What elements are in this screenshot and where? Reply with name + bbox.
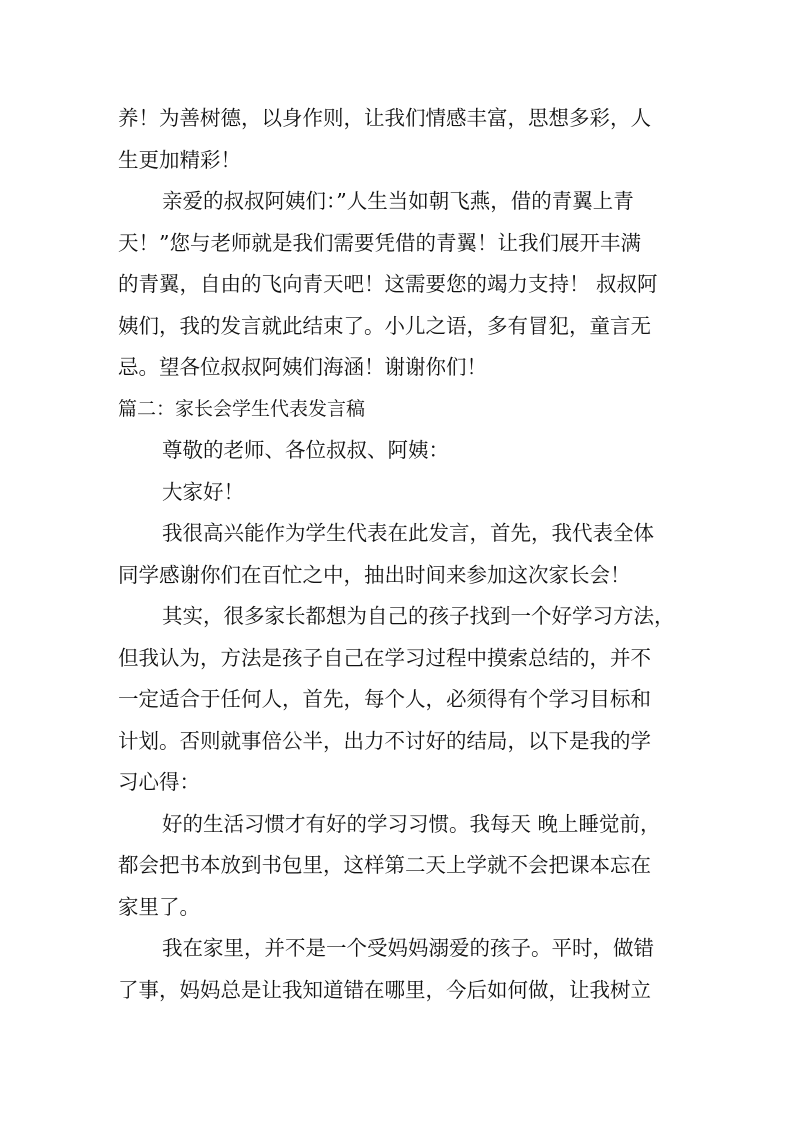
paragraph-line: 了事，妈妈总是让我知道错在哪里，今后如何做，让我树立 bbox=[118, 977, 651, 1002]
paragraph-line: 的青翼，自由的飞向青天吧！这需要您的竭力支持！ 叔叔阿 bbox=[118, 272, 658, 296]
paragraph-line: 大家好！ bbox=[162, 479, 244, 504]
paragraph-line: 好的生活习惯才有好的学习习惯。我每天 晚上睡觉前， bbox=[162, 811, 661, 836]
paragraph-line: 其实，很多家长都想为自己的孩子找到一个好学习方法， bbox=[162, 604, 675, 628]
paragraph-line: 计划。否则就事倍公半，出力不讨好的结局，以下是我的学 bbox=[118, 728, 651, 753]
paragraph-line: 姨们，我的发言就此结束了。小儿之语，多有冒犯，童言无 bbox=[118, 313, 651, 338]
paragraph-line: 习心得： bbox=[118, 770, 200, 794]
document-body bbox=[118, 98, 678, 1011]
paragraph-line: 一定适合于任何人，首先，每个人，必须得有个学习目标和 bbox=[118, 687, 651, 711]
paragraph-line: 亲爱的叔叔阿姨们：”人生当如朝飞燕，借的青翼上青 bbox=[162, 189, 634, 213]
paragraph-line: 我很高兴能作为学生代表在此发言，首先，我代表全体 bbox=[162, 521, 654, 545]
paragraph-line: 养！为善树德，以身作则，让我们情感丰富，思想多彩，人 bbox=[118, 106, 651, 130]
paragraph-line: 生更加精彩！ bbox=[118, 147, 241, 172]
paragraph-line: 家里了。 bbox=[118, 894, 200, 919]
section-heading: 篇二：家长会学生代表发言稿 bbox=[118, 397, 366, 420]
paragraph-line: 同学感谢你们在百忙之中，抽出时间来参加这次家长会！ bbox=[118, 562, 631, 587]
paragraph-line: 忌。望各位叔叔阿姨们海涵！谢谢你们！ bbox=[118, 355, 487, 379]
paragraph-line: 尊敬的老师、各位叔叔、阿姨： bbox=[162, 438, 449, 462]
paragraph-line: 都会把书本放到书包里，这样第二天上学就不会把课本忘在 bbox=[118, 853, 651, 877]
paragraph-line: 我在家里，并不是一个受妈妈溺爱的孩子。平时，做错 bbox=[162, 936, 654, 960]
paragraph-line: 但我认为，方法是孩子自己在学习过程中摸索总结的，并不 bbox=[118, 645, 651, 670]
paragraph-line: 天！”您与老师就是我们需要凭借的青翼！让我们展开丰满 bbox=[118, 230, 641, 255]
